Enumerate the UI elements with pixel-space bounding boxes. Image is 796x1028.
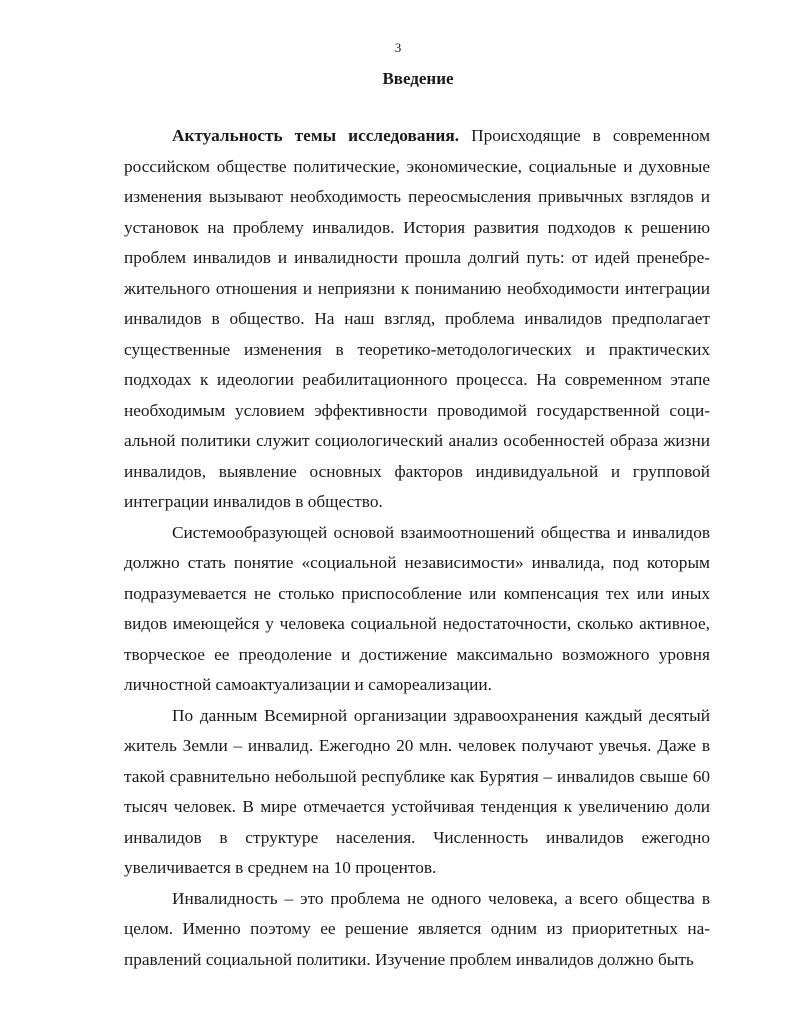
paragraph-text: Происходящие в современном российском обществе политические, экономические, социальные и духовные изменения вызывают необходимость переосмысления привычных взглядов и установок на проблему инвалидов. История развития подходов к решению проблем инвалидов и инвалидности прошла долгий путь: от идей пренебрежительного отношения и неприязни к пониманию необходимости интеграции инвалидов в общество. На наш взгляд, проблема инвалидов предполагает существенные изменения в теоретико-методологических и практических подходах к идеологии реабилитационного процесса. На современном этапе необходимым условием эффективности проводимой государственной социальной политики служит социологический анализ особенностей образа жизни инвалидов, выявление основных факторов индивидуальной и групповой интеграции инвалидов в обществo. [124,126,711,511]
page-number: 3 [394,40,402,55]
document-body [124,121,710,975]
paragraph-disability-society: Инвалидность – это проблема не одного человека, а всего общества в целом. Именно поэтому ее решение является одним из приоритетных направлений социальной политики. Изучение проблем инвалидов должно быть [124,888,710,969]
paragraph-relevance [124,121,710,518]
paragraph-statistics: По данным Всемирной организации здравоохранения каждый десятый житель Земли – инвалид. Ежегодно 20 млн. человек получают увечья. Даже в такой сравнительно небольшой республике как Бурятия – инвалидов свыше 60 тысяч человек. В мире отмечается устойчивая тенденция к увеличению доли инвалидов в структуре населения. Численность инвалидов ежегодно увеличивается в среднем на 10 процентов. [124,705,710,877]
section-heading-relevance: Актуальность темы исследования. [172,126,460,145]
paragraph-social-independence: Системообразующей основой взаимоотношений общества и инвалидов должно стать понятие «социальной независимости» инвалида, под которым подразумевается не столько приспособление или компенсация тех или иных видов имеющейся у человека социальной недостаточности, сколько активное, творческое ее преодоление и достижение максимально возможного уровня личностной самоактуализации и самореализации. [124,522,710,694]
page-title: Введение [382,69,454,88]
